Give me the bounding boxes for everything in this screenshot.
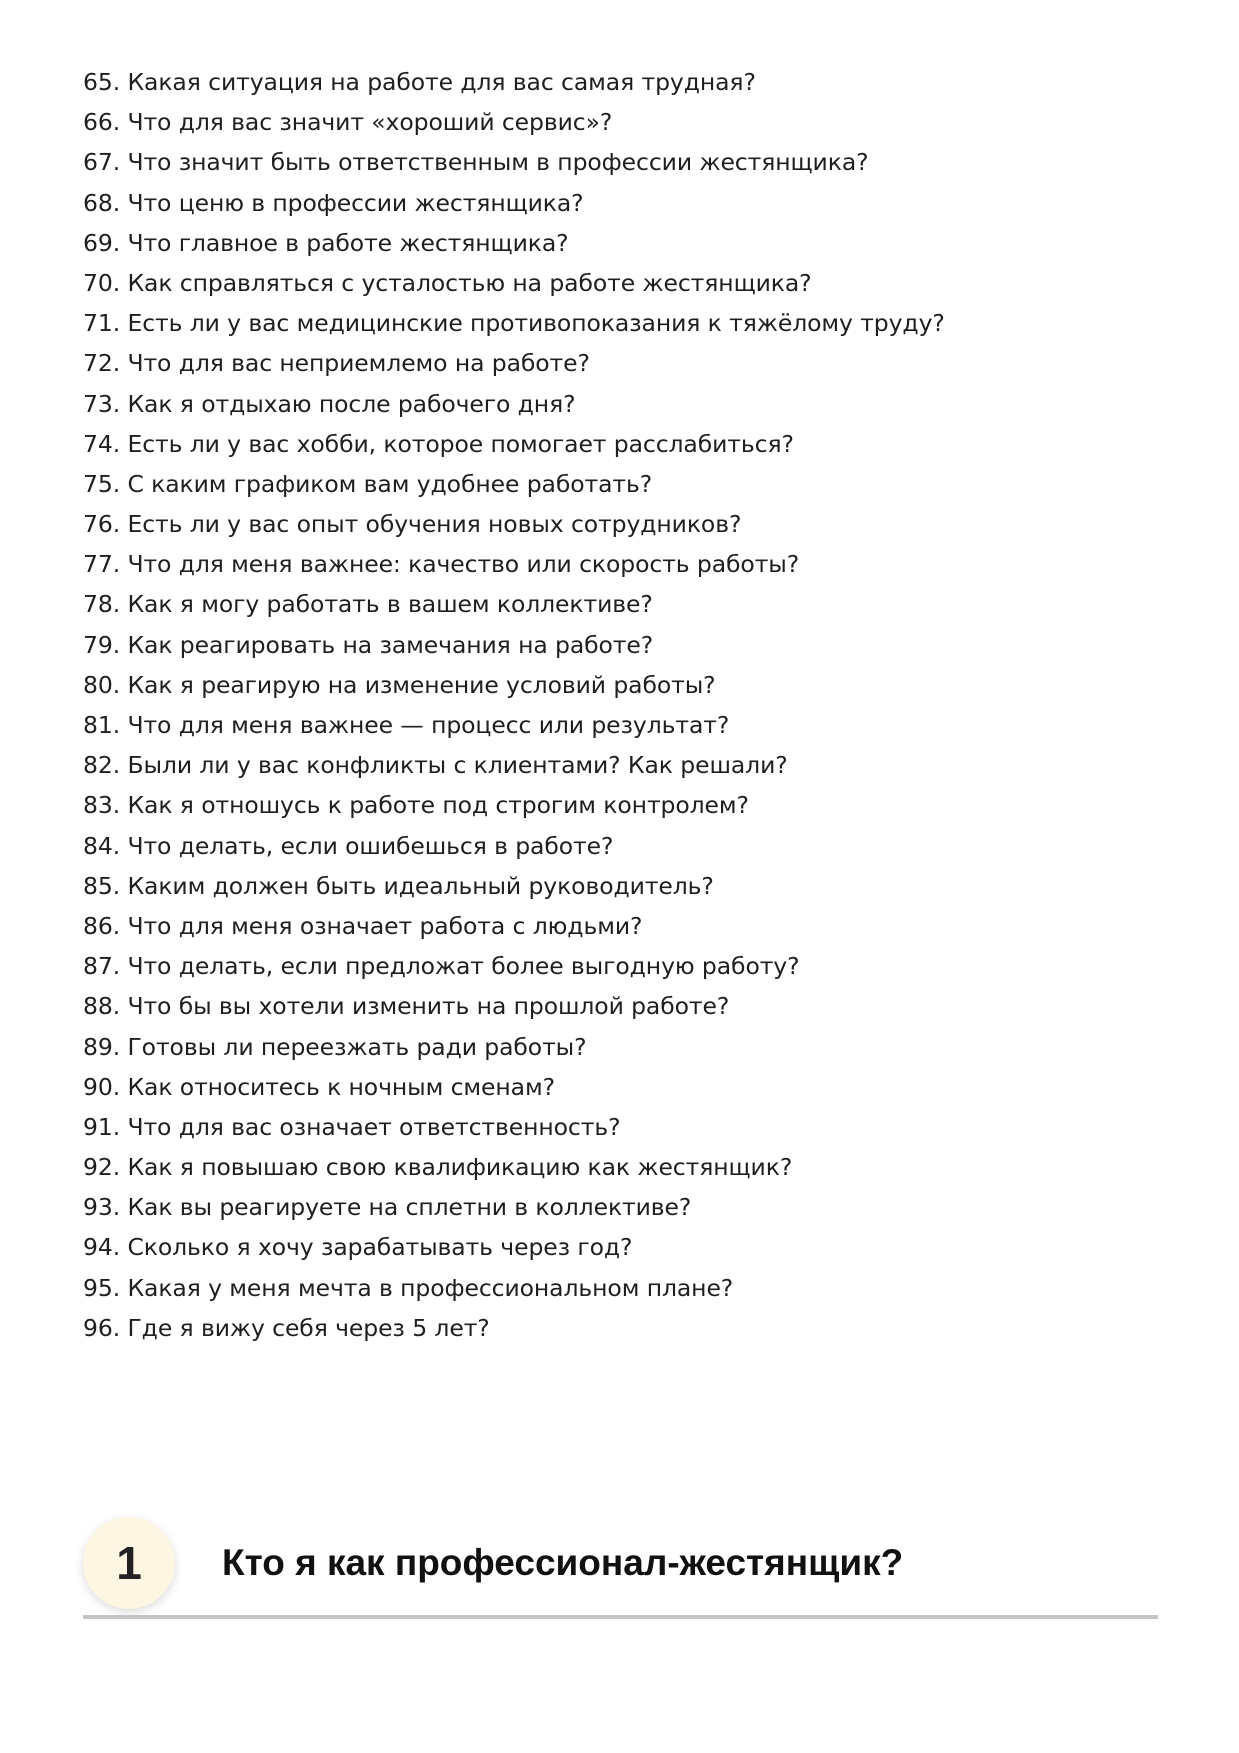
question-item: 72. Что для вас неприемлемо на работе?: [83, 349, 590, 378]
question-item: 76. Есть ли у вас опыт обучения новых сотрудников?: [83, 510, 742, 539]
question-item: 69. Что главное в работе жестянщика?: [83, 228, 569, 257]
question-item: 93. Как вы реагируете на сплетни в коллективе?: [83, 1193, 692, 1222]
section-divider: [83, 1615, 1158, 1619]
question-item: 73. Как я отдыхаю после рабочего дня?: [83, 389, 576, 418]
question-item: 74. Есть ли у вас хобби, которое помогает расслабиться?: [83, 429, 794, 458]
question-item: 78. Как я могу работать в вашем коллективе?: [83, 590, 653, 619]
question-item: 65. Какая ситуация на работе для вас самая трудная?: [83, 68, 756, 96]
question-item: 79. Как реагировать на замечания на работе?: [83, 630, 654, 659]
question-item: 81. Что для меня важнее — процесс или результат?: [83, 711, 730, 739]
question-item: 96. Где я вижу себя через 5 лет?: [83, 1313, 490, 1342]
question-item: 82. Были ли у вас конфликты с клиентами? Как решали?: [83, 751, 788, 780]
question-item: 86. Что для меня означает работа с людьми?: [83, 911, 643, 940]
question-item: 95. Какая у меня мечта в профессиональном плане?: [83, 1273, 734, 1302]
question-list: [83, 62, 945, 1348]
question-item: 87. Что делать, если предложат более выгодную работу?: [83, 952, 800, 981]
question-item: 88. Что бы вы хотели изменить на прошлой работе?: [83, 992, 730, 1021]
question-item: 91. Что для вас означает ответственность?: [83, 1112, 621, 1141]
question-item: 90. Как относитесь к ночным сменам?: [83, 1072, 555, 1101]
question-item: 84. Что делать, если ошибешься в работе?: [83, 831, 614, 860]
section-number-badge: 1: [83, 1517, 175, 1609]
question-item: 70. Как справляться с усталостью на работе жестянщика?: [83, 268, 812, 297]
question-item: 75. С каким графиком вам удобнее работать?: [83, 469, 653, 498]
question-item: 94. Сколько я хочу зарабатывать через год?: [83, 1233, 633, 1262]
question-item: 85. Каким должен быть идеальный руководитель?: [83, 871, 714, 900]
question-item: 67. Что значит быть ответственным в профессии жестянщика?: [83, 148, 869, 177]
question-item: 77. Что для меня важнее: качество или скорость работы?: [83, 550, 800, 579]
question-item: 89. Готовы ли переезжать ради работы?: [83, 1032, 587, 1061]
question-item: 71. Есть ли у вас медицинские противопоказания к тяжёлому труду?: [83, 309, 945, 338]
question-item: 66. Что для вас значит «хороший сервис»?: [83, 108, 613, 137]
question-item: 92. Как я повышаю свою квалификацию как жестянщик?: [83, 1153, 793, 1182]
question-item: 80. Как я реагирую на изменение условий работы?: [83, 670, 716, 699]
section-header: [83, 1517, 1158, 1619]
question-item: 68. Что ценю в профессии жестянщика?: [83, 188, 584, 217]
question-item: 83. Как я отношусь к работе под строгим контролем?: [83, 791, 749, 820]
section-title: Кто я как профессионал-жестянщик?: [222, 1542, 904, 1583]
